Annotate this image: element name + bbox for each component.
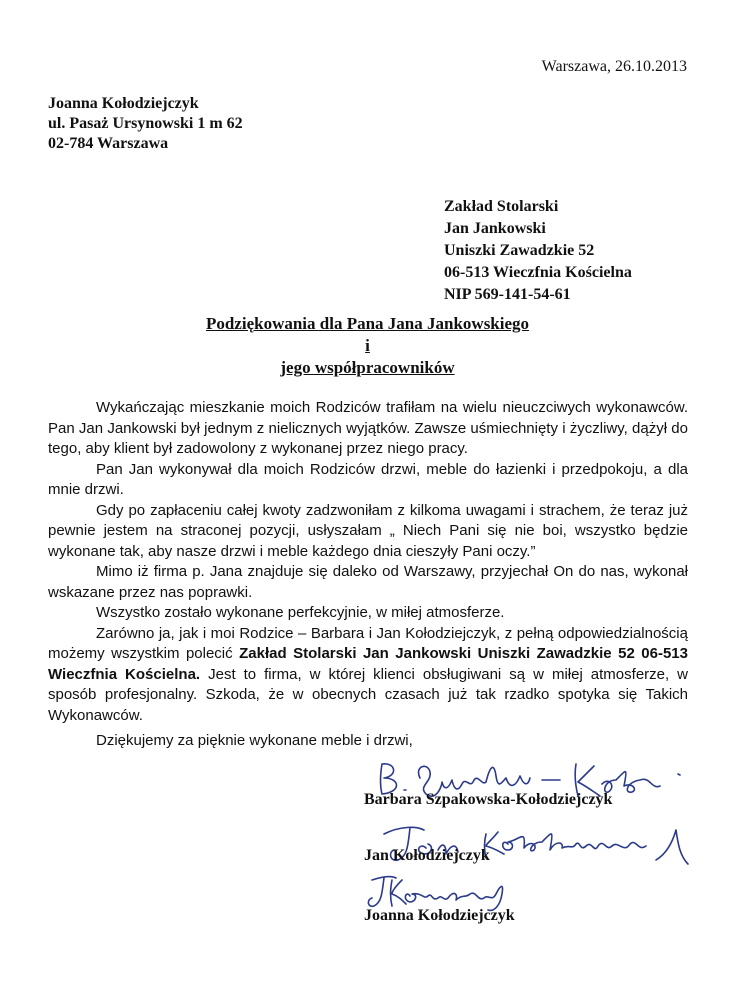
paragraph-4: Mimo iż firma p. Jana znajduje się daleko od Warszawy, przyjechał On do nas, wykonał wskazane przez nas poprawki. xyxy=(48,563,688,601)
recipient-owner: Jan Jankowski xyxy=(444,220,546,237)
closing-line: Dziękujemy za pięknie wykonane meble i drzwi, xyxy=(96,732,413,749)
sender-name: Joanna Kołodziejczyk xyxy=(48,95,199,112)
title-line-1: Podziękowania dla Pana Jana Jankowskiego xyxy=(205,314,530,333)
letter-title xyxy=(0,313,735,379)
paragraph-5: Wszystko zostało wykonane perfekcyjnie, w miłej atmosferze. xyxy=(96,604,505,621)
recipient-address xyxy=(444,196,632,306)
sender-address xyxy=(48,94,243,154)
recipient-nip: NIP 569-141-54-61 xyxy=(444,286,571,303)
paragraph-2: Pan Jan wykonywał dla moich Rodziców drzwi, meble do łazienki i przedpokoju, a dla mnie drzwi. xyxy=(48,460,688,498)
recommended-company: Zakład Stolarski Jan Jankowski Uniszki Zawadzkie 52 06-513 Wieczfnia Kościelna. xyxy=(48,645,688,683)
recipient-company: Zakład Stolarski xyxy=(444,198,559,215)
paragraph-6-end: Jest to firma, w której klienci obsługiwani są w miłej atmosferze, w sposób profesjonalny. Szkoda, że w obecnych czasach już tak rzadko spotyka się Takich Wykonawców. xyxy=(48,665,689,724)
paragraph-6-start: Zarówno ja, jak i moi Rodzice – Barbara i Jan Kołodziejczyk, z pełną odpowiedzialnością możemy wszystkim polecić xyxy=(48,624,688,662)
signatory-barbara: Barbara Szpakowska-Kołodziejczyk xyxy=(364,791,613,808)
signatory-jan: Jan Kołodziejczyk xyxy=(364,847,490,864)
title-line-3: jego współpracowników xyxy=(280,358,455,377)
letter-body xyxy=(48,398,688,726)
paragraph-1: Wykańczając mieszkanie moich Rodziców trafiłam na wielu nieuczciwych wykonawców. Pan Jan Jankowski był jednym z nielicznych wyjątków. Zawsze uśmiechnięty i życzliwy, dążył do tego, aby klient był zadowolony z wykonanej przez niego pracy. xyxy=(48,399,688,457)
paragraph-6 xyxy=(48,624,688,727)
sender-city: 02-784 Warszawa xyxy=(48,135,169,152)
sender-street: ul. Pasaż Ursynowski 1 m 62 xyxy=(48,115,243,132)
recipient-city: 06-513 Wieczfnia Kościelna xyxy=(444,264,632,281)
recipient-street: Uniszki Zawadzkie 52 xyxy=(444,242,595,259)
paragraph-3: Gdy po zapłaceniu całej kwoty zadzwoniłam z kilkoma uwagami i strachem, że teraz już pewnie jestem na straconej pozycji, usłyszałam „ Niech Pani się nie boi, wszystko będzie wykonane tak, aby nasze drzwi i meble każdego dnia cieszyły Pani oczy.” xyxy=(48,501,688,560)
title-line-2: i xyxy=(365,336,370,355)
signatory-joanna: Joanna Kołodziejczyk xyxy=(364,907,515,924)
place-date: Warszawa, 26.10.2013 xyxy=(541,58,687,75)
